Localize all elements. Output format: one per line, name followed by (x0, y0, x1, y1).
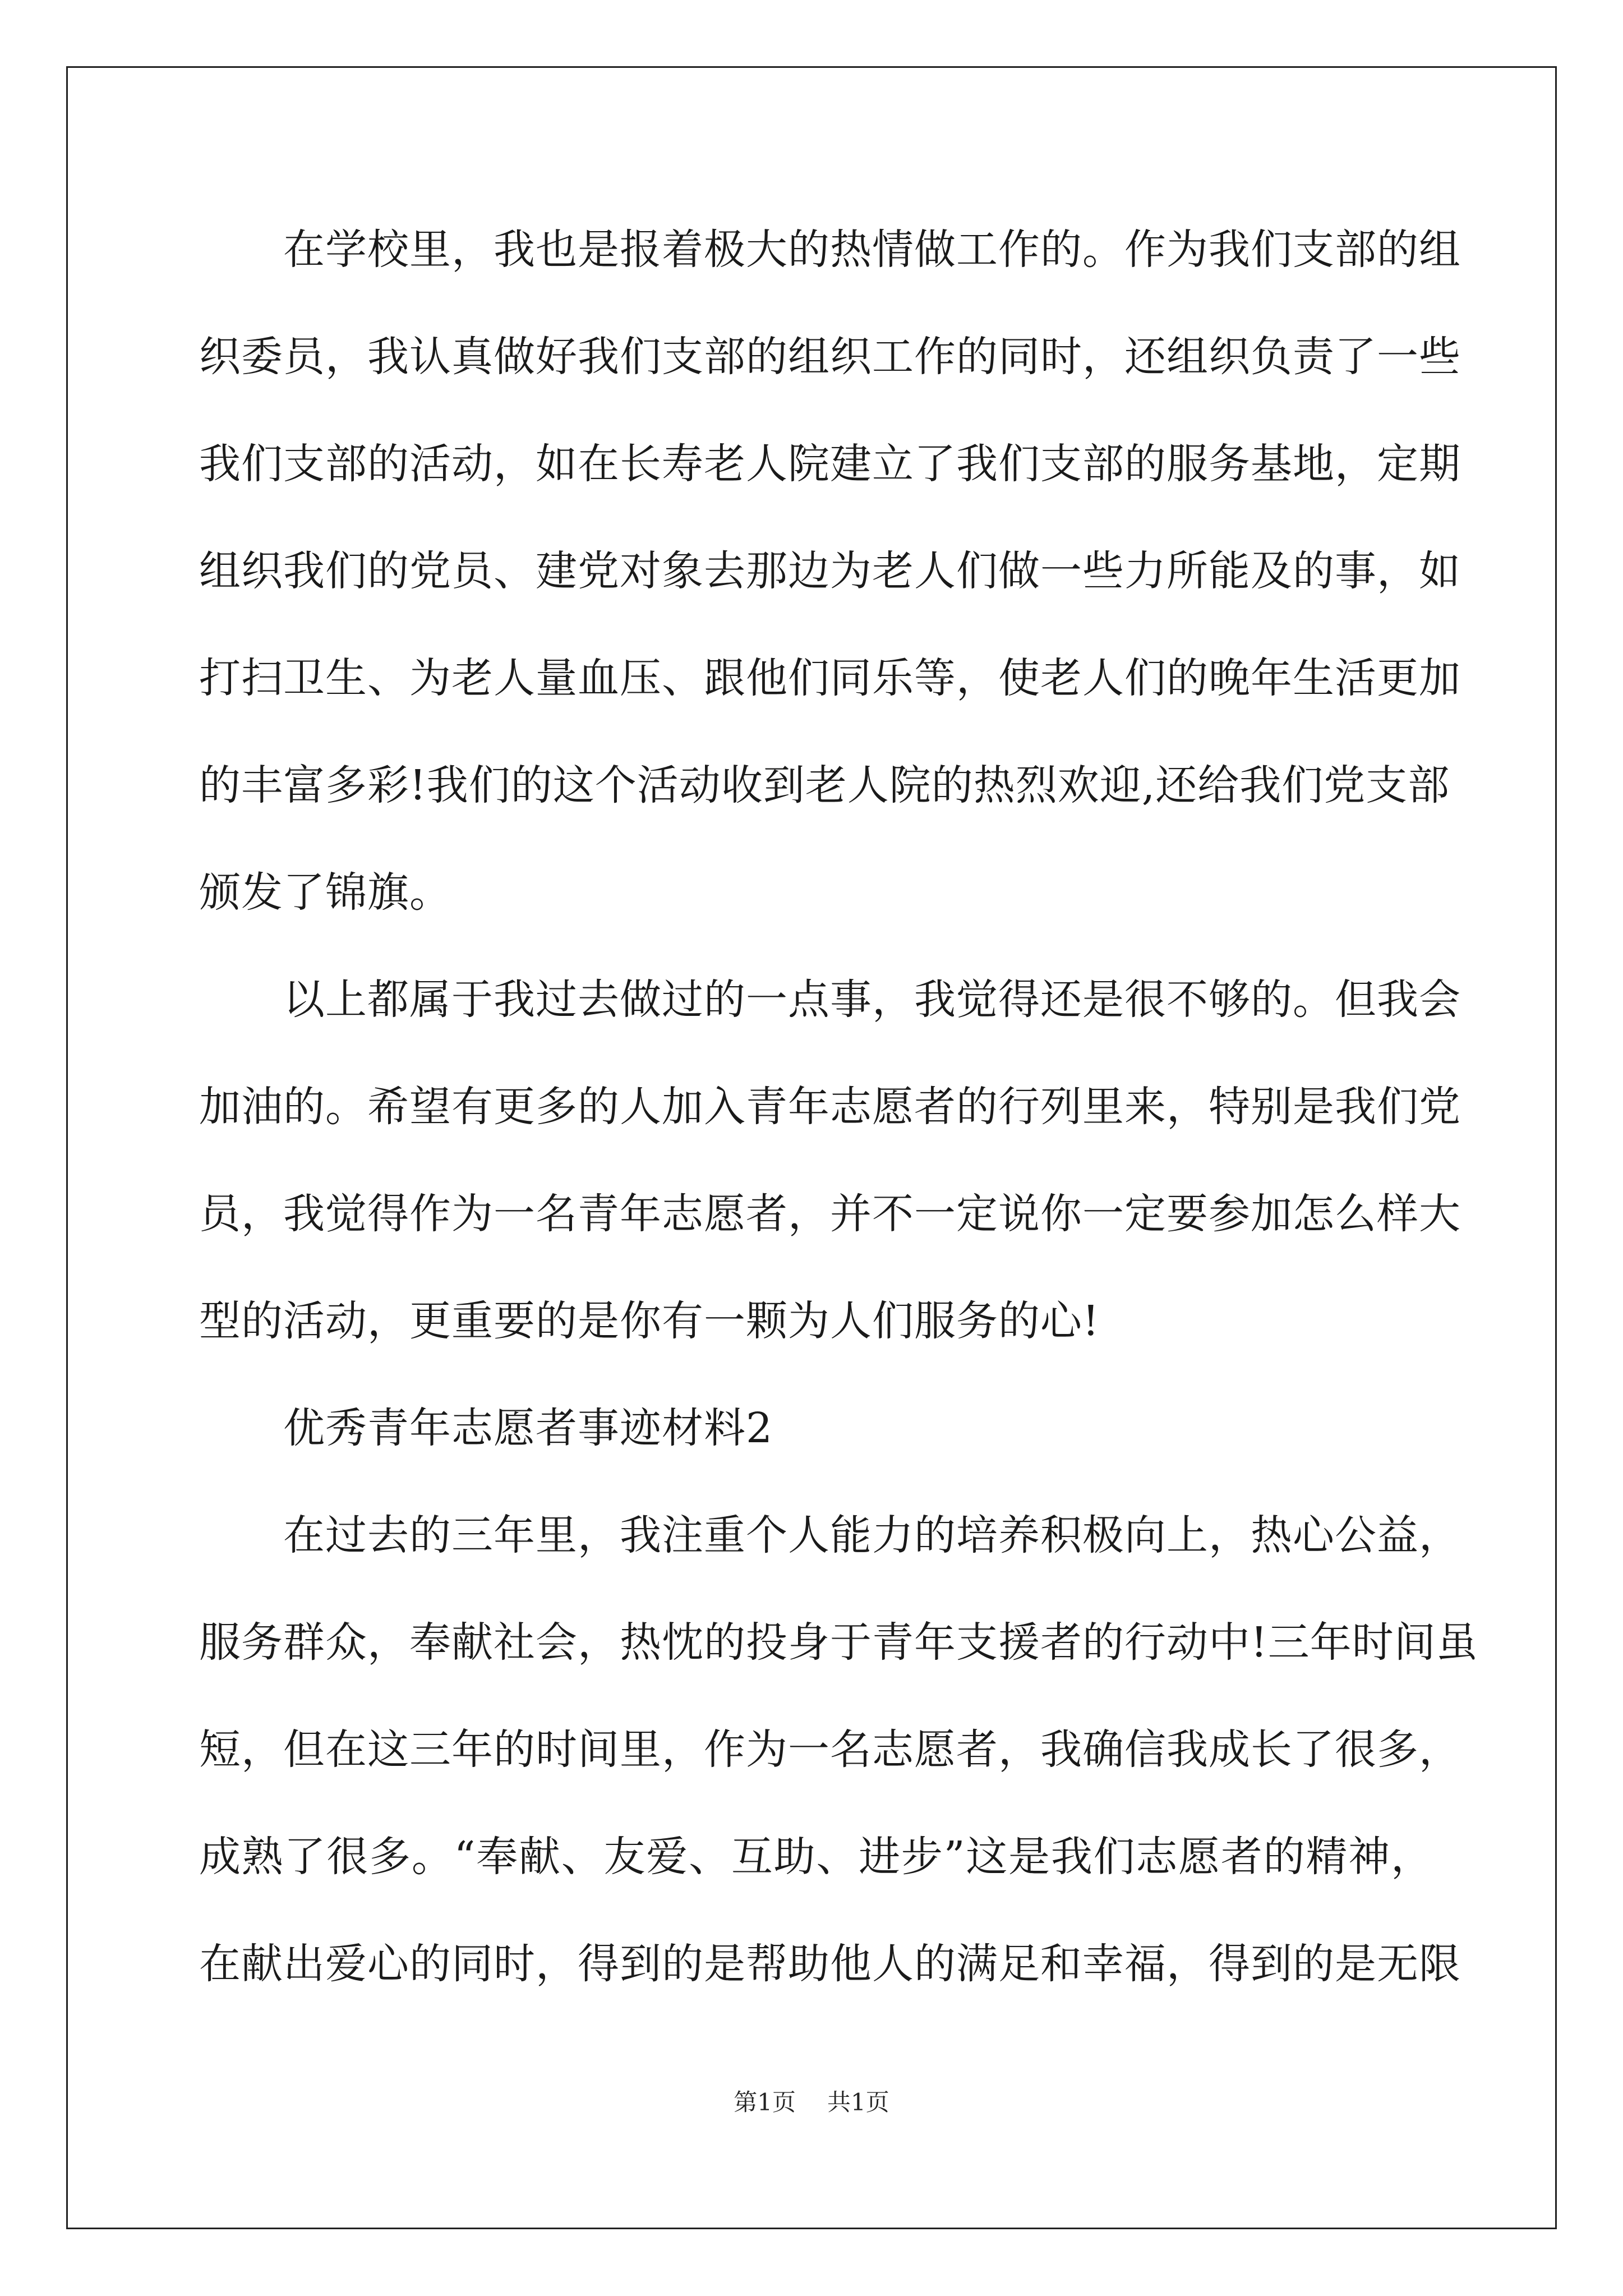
paragraph-2-line-1: 以上都属于我过去做过的一点事，我觉得还是很不够的。但我会 (283, 976, 1461, 1024)
section-heading: 优秀青年志愿者事迹材料2 (283, 1404, 773, 1452)
paragraph-3-line-2: 服务群众，奉献社会，热忱的投身于青年支援者的行动中!三年时间虽 (199, 1618, 1478, 1667)
page-footer (0, 2086, 1623, 2119)
paragraph-2-line-3: 员，我觉得作为一名青年志愿者，并不一定说你一定要参加怎么样大 (199, 1190, 1461, 1238)
document-body (199, 196, 1478, 2018)
page-number: 第1页 (734, 2088, 796, 2116)
paragraph-1-line-5: 打扫卫生、为老人量血压、跟他们同乐等，使老人们的晚年生活更加 (199, 654, 1461, 702)
paragraph-3-line-1: 在过去的三年里，我注重个人能力的培养积极向上，热心公益， (283, 1511, 1461, 1559)
paragraph-1-line-3: 我们支部的活动，如在长寿老人院建立了我们支部的服务基地，定期 (199, 440, 1461, 488)
paragraph-3-line-4: 成熟了很多。“奉献、友爱、互助、进步”这是我们志愿者的精神， (199, 1833, 1433, 1881)
page-total: 共1页 (827, 2088, 889, 2116)
paragraph-1-line-1: 在学校里，我也是报着极大的热情做工作的。作为我们支部的组 (283, 226, 1461, 274)
paragraph-1-line-6: 的丰富多彩!我们的这个活动收到老人院的热烈欢迎,还给我们党支部 (199, 761, 1450, 809)
paragraph-1-line-7: 颁发了锦旗。 (199, 868, 451, 917)
paragraph-3-line-3: 短，但在这三年的时间里，作为一名志愿者，我确信我成长了很多， (199, 1726, 1461, 1774)
paragraph-3-line-5: 在献出爱心的同时，得到的是帮助他人的满足和幸福，得到的是无限 (199, 1940, 1461, 1988)
paragraph-2-line-4: 型的活动，更重要的是你有一颗为人们服务的心! (199, 1297, 1100, 1345)
paragraph-1-line-2: 织委员，我认真做好我们支部的组织工作的同时，还组织负责了一些 (199, 333, 1461, 381)
paragraph-2-line-2: 加油的。希望有更多的人加入青年志愿者的行列里来，特别是我们党 (199, 1083, 1461, 1131)
paragraph-1-line-4: 组织我们的党员、建党对象去那边为老人们做一些力所能及的事，如 (199, 547, 1461, 595)
